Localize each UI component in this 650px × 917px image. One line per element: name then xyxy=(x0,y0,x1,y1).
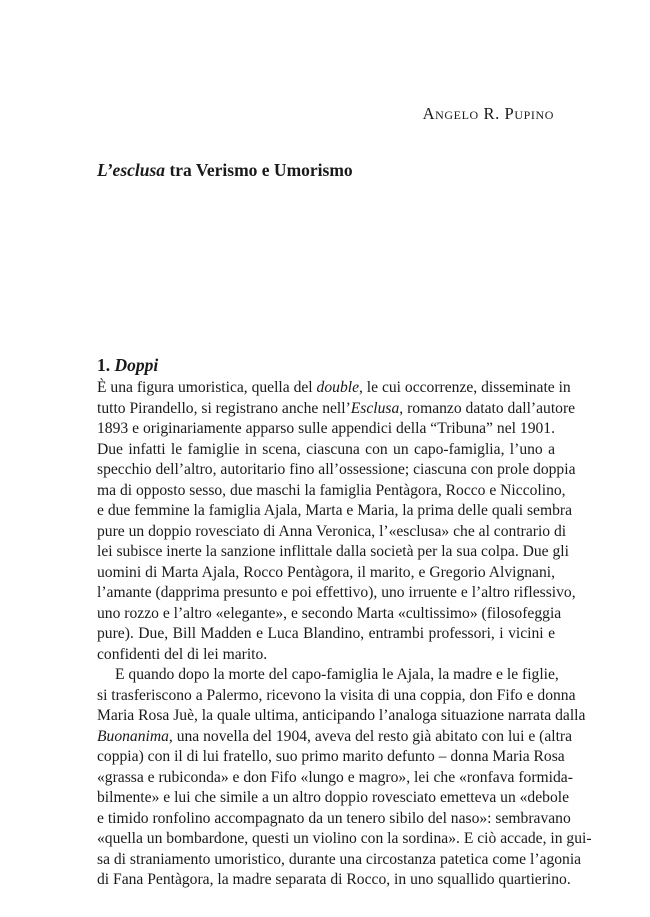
text-line xyxy=(97,686,576,707)
text-line xyxy=(97,809,571,830)
text-line xyxy=(97,378,571,399)
italic-run: double xyxy=(316,379,359,396)
paragraph-2 xyxy=(97,665,592,891)
section-number: 1. xyxy=(97,355,115,375)
text-line xyxy=(97,460,576,481)
author-name: Angelo R. Pupino xyxy=(422,104,554,123)
text-line xyxy=(97,829,592,850)
text-line xyxy=(97,727,573,748)
text-run: Due infatti le famiglie in scena, ciascuna con un capo-famiglia, l’uno a xyxy=(97,440,555,458)
text-run: l’amante (dapprima presunto e poi effettivo), uno irruente e l’altro riflessivo, xyxy=(97,584,576,601)
text-line xyxy=(97,542,569,563)
text-line xyxy=(97,583,576,604)
italic-run: Esclusa xyxy=(350,399,400,417)
text-run: uno rozzo e l’altro «elegante», e secondo Marta «cultissimo» (filosofeggia xyxy=(97,604,562,622)
text-run: specchio dell’altro, autoritario fino all’ossessione; ciascuna con prole doppia xyxy=(97,461,576,478)
text-run: lei subisce inerte la sanzione inflittale dalla società per la sua colpa. Due gli xyxy=(97,543,569,560)
text-line xyxy=(97,440,555,461)
paragraph-1 xyxy=(97,378,576,665)
text-run: di Fana Pentàgora, la madre separata di Rocco, in uno squallido quartierino. xyxy=(97,871,571,888)
text-line xyxy=(97,645,555,666)
text-line xyxy=(97,665,559,686)
text-run: È una figura umoristica, quella del xyxy=(97,379,317,396)
text-run: ma di opposto sesso, due maschi la famiglia Pentàgora, Rocco e Niccolino, xyxy=(97,481,566,499)
section-name: Doppi xyxy=(114,355,159,375)
text-line xyxy=(97,419,555,440)
text-line xyxy=(97,706,586,727)
text-run: pure). Due, Bill Madden e Luca Blandino, entrambi professori, i vicini e xyxy=(97,625,555,642)
text-line xyxy=(97,501,572,522)
text-run: sa di straniamento umoristico, durante una circostanza patetica come l’agonia xyxy=(97,850,582,868)
text-run: confidenti del di lei marito. xyxy=(97,645,268,663)
text-run: coppia) con il di lui fratello, suo primo marito defunto – donna Maria Rosa xyxy=(97,748,565,765)
body-text xyxy=(97,378,592,891)
text-run: si trasferiscono a Palermo, ricevono la visita di una coppia, don Fifo e donna xyxy=(97,686,576,704)
text-line xyxy=(97,481,566,502)
text-run: «quella un bombardone, questi un violino con la sordina». E ciò accade, in gui- xyxy=(97,830,592,847)
text-line xyxy=(97,850,582,871)
text-run: e timido ronfolino accompagnato da un tenero sibilo del naso»: sembravano xyxy=(97,809,571,827)
text-run: «grassa e rubiconda» e don Fifo «lungo e magro», lei che «ronfava formida- xyxy=(97,768,573,786)
title-rest: tra Verismo e Umorismo xyxy=(165,160,353,180)
text-line xyxy=(97,563,555,584)
text-line xyxy=(97,624,555,645)
text-run: 1893 e originariamente apparso sulle appendici della “Tribuna” nel 1901. xyxy=(97,420,555,437)
text-line xyxy=(97,870,571,891)
section-heading xyxy=(97,355,158,376)
text-run: , le cui occorrenze, disseminate in xyxy=(359,379,571,396)
text-run: , romanzo datato dall’autore xyxy=(399,399,576,417)
text-line xyxy=(97,768,573,789)
text-run: bilmente» e lui che simile a un altro doppio rovesciato emetteva un «debole xyxy=(97,789,570,806)
article-title xyxy=(97,160,353,181)
text-run: e due femmine la famiglia Ajala, Marta e Maria, la prima delle quali sembra xyxy=(97,502,572,519)
italic-run: Buonanima xyxy=(97,727,169,745)
text-line xyxy=(97,522,567,543)
text-run: tutto Pirandello, si registrano anche nell’ xyxy=(97,399,351,417)
text-run: uomini di Marta Ajala, Rocco Pentàgora, il marito, e Gregorio Alvignani, xyxy=(97,563,555,581)
title-italic-part: L’esclusa xyxy=(97,160,166,180)
text-run: pure un doppio rovesciato di Anna Veronica, l’«esclusa» che al contrario di xyxy=(97,522,567,540)
text-run: , una novella del 1904, aveva del resto già abitato con lui e (altra xyxy=(168,727,573,745)
text-line xyxy=(97,604,562,625)
text-line xyxy=(97,788,570,809)
text-line xyxy=(97,747,565,768)
text-run: E quando dopo la morte del capo-famiglia le Ajala, la madre e le figlie, xyxy=(115,666,559,683)
text-run: Maria Rosa Juè, la quale ultima, anticipando l’analoga situazione narrata dalla xyxy=(97,707,586,724)
text-line xyxy=(97,399,576,420)
